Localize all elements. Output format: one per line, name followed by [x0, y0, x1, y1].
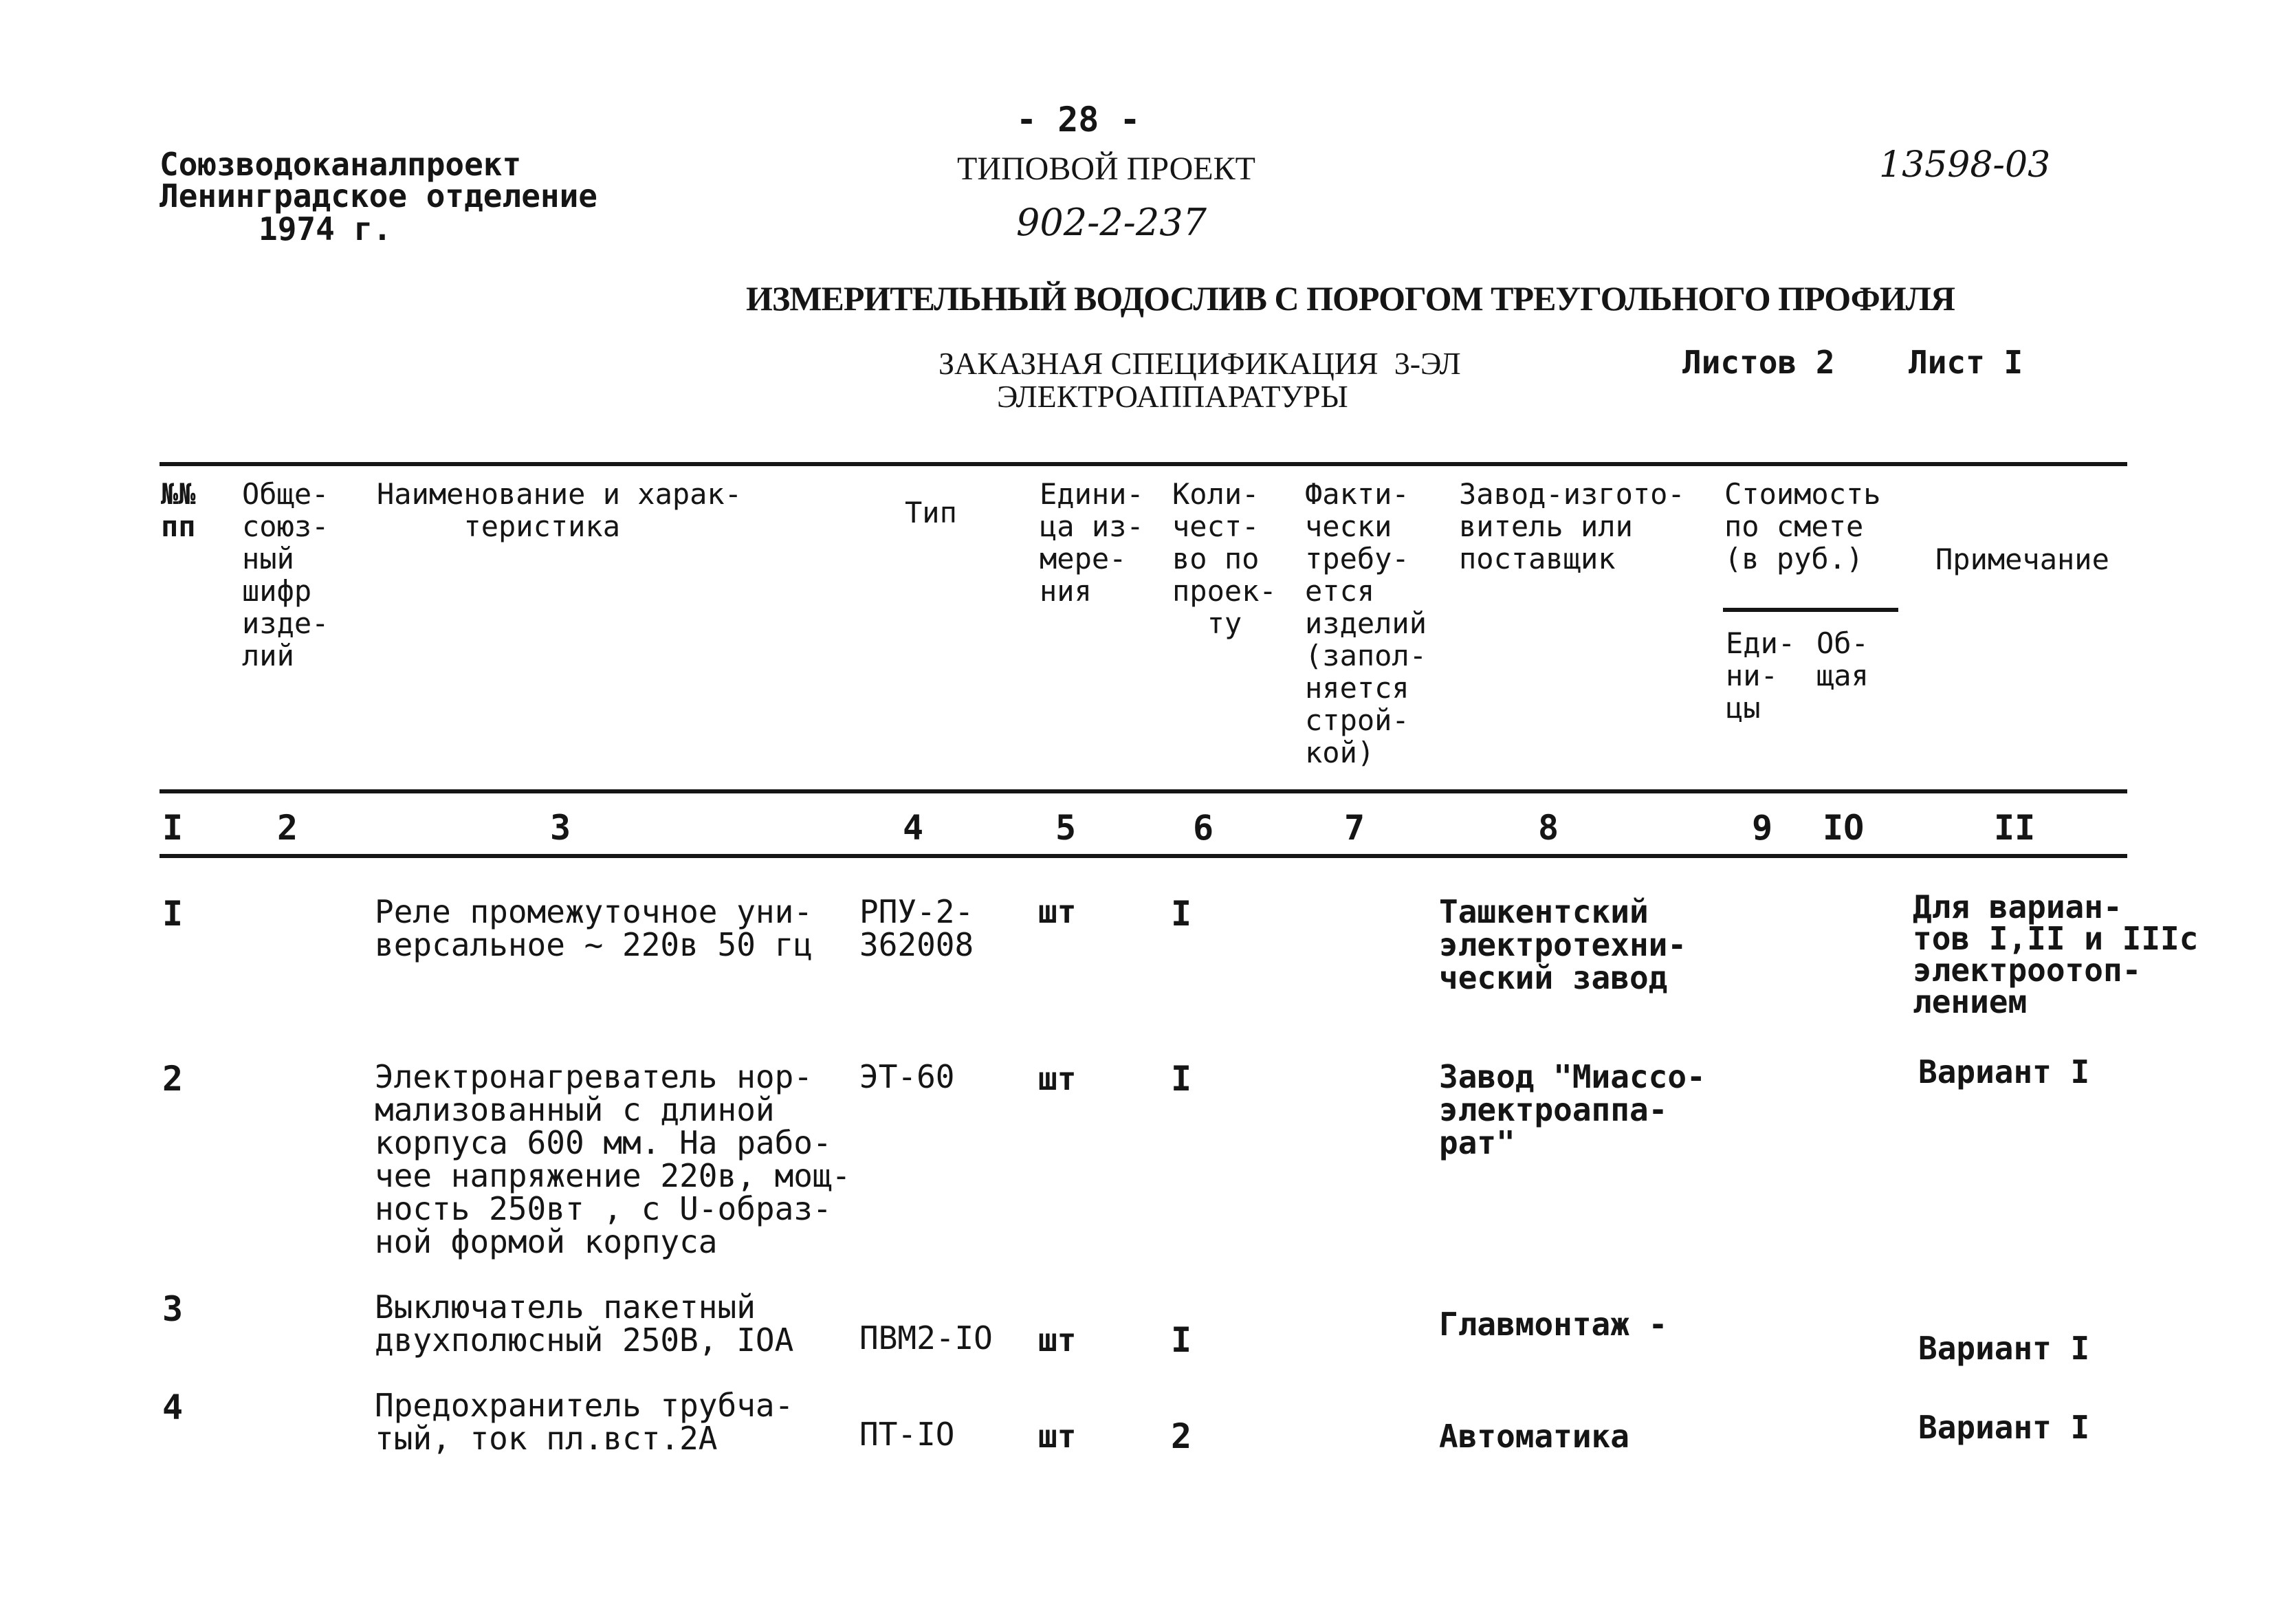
col-header-note: Примечание: [1935, 542, 2109, 576]
cost-group-rule: [1723, 608, 1898, 612]
item-qty: I: [1171, 1320, 1192, 1360]
org-line-1: Союзводоканалпроект: [160, 146, 522, 183]
item-qty: I: [1171, 894, 1192, 934]
document-number: 13598-03: [1879, 144, 2051, 186]
col-number: I: [162, 808, 184, 848]
row-number: 2: [162, 1059, 184, 1099]
item-type: ПТ-IO: [859, 1416, 955, 1453]
item-note: Вариант I: [1918, 1053, 2090, 1090]
sheet-number: Лист I: [1909, 344, 2023, 381]
table-top-rule: [160, 462, 2127, 466]
row-number: I: [162, 894, 184, 934]
col-header-qty: Коли- чест- во по проек- ту: [1172, 477, 1277, 640]
item-name: Электронагреватель нор- мализованный с длиной корпуса 600 мм. На рабо- чее напряжение 220в, мощ- ность 250вт , с U-образ- ной формой корпуса: [375, 1058, 851, 1260]
item-name: Реле промежуточное уни- версальное ~ 220в 50 гц: [375, 893, 813, 963]
sheets-total: Листов 2: [1682, 344, 1835, 381]
item-type: ЭТ-60: [859, 1058, 955, 1095]
item-name: Предохранитель трубча- тый, ток пл.вст.2А: [375, 1387, 794, 1457]
project-code: 902-2-237: [1016, 201, 1207, 244]
item-unit: шт: [1038, 1418, 1077, 1455]
col-header-total-cost: Об- щая: [1816, 626, 1869, 692]
col-header-unit: Едини- ца из- мере- ния: [1040, 477, 1144, 608]
item-note: Для вариан- тов I,II и IIIс электроотоп- лением: [1913, 888, 2199, 1020]
item-unit: шт: [1038, 1321, 1077, 1359]
item-qty: 2: [1171, 1416, 1192, 1456]
col-number: IO: [1823, 808, 1865, 848]
col-header-name: Наименование и харак- теристика: [377, 477, 743, 543]
col-number: 5: [1055, 808, 1077, 848]
item-maker: Автоматика: [1439, 1418, 1629, 1455]
item-type: РПУ-2- 362008: [859, 893, 974, 963]
org-line-2: Ленинградское отделение: [160, 177, 597, 215]
row-number: 4: [162, 1387, 184, 1427]
org-year: 1974 г.: [259, 210, 392, 248]
page-number: - 28 -: [1016, 100, 1141, 140]
col-number: 8: [1538, 808, 1559, 848]
header-bottom-rule: [160, 789, 2127, 793]
item-unit: шт: [1038, 893, 1077, 930]
item-type: ПВМ2-IO: [859, 1319, 993, 1357]
item-maker: Ташкентский электротехни- ческий завод: [1439, 893, 1687, 996]
spec-title: ЗАКАЗНАЯ СПЕЦИФИКАЦИЯ 3-ЭЛ: [938, 346, 1461, 381]
col-header-unit-cost: Еди- ни- цы: [1726, 626, 1796, 725]
numbers-bottom-rule: [160, 854, 2127, 858]
row-number: 3: [162, 1289, 184, 1329]
item-qty: I: [1171, 1059, 1192, 1099]
col-header-actual: Факти- чески требу- ется изделий (запол- няется строй- кой): [1305, 477, 1427, 769]
col-number: 4: [903, 808, 924, 848]
item-note: Вариант I: [1918, 1409, 2090, 1446]
col-header-code: Обще- союз- ный шифр изде- лий: [242, 477, 329, 672]
col-header-maker: Завод-изгото- витель или поставщик: [1459, 477, 1685, 575]
col-header-cost: Стоимость по смете (в руб.): [1724, 477, 1881, 575]
spec-subtitle: ЭЛЕКТРОАППАРАТУРЫ: [997, 379, 1348, 414]
col-number: 6: [1193, 808, 1214, 848]
item-maker: Главмонтаж -: [1439, 1306, 1668, 1343]
item-maker: Завод "Миассо- электроаппа- рат": [1439, 1058, 1706, 1161]
col-number: 2: [277, 808, 298, 848]
col-number: 7: [1344, 808, 1365, 848]
item-unit: шт: [1038, 1060, 1077, 1097]
item-name: Выключатель пакетный двухполюсный 250В, IOА: [375, 1288, 794, 1359]
document-title: ИЗМЕРИТЕЛЬНЫЙ ВОДОСЛИВ С ПОРОГОМ ТРЕУГОЛЬНОГО ПРОФИЛЯ: [746, 279, 1955, 318]
project-label: ТИПОВОЙ ПРОЕКТ: [957, 151, 1255, 187]
item-note: Вариант I: [1918, 1330, 2090, 1367]
col-header-type: Тип: [905, 496, 957, 529]
col-header-no: №№ пп: [161, 477, 196, 543]
col-number: II: [1994, 808, 2036, 848]
col-number: 3: [550, 808, 571, 848]
col-number: 9: [1752, 808, 1773, 848]
